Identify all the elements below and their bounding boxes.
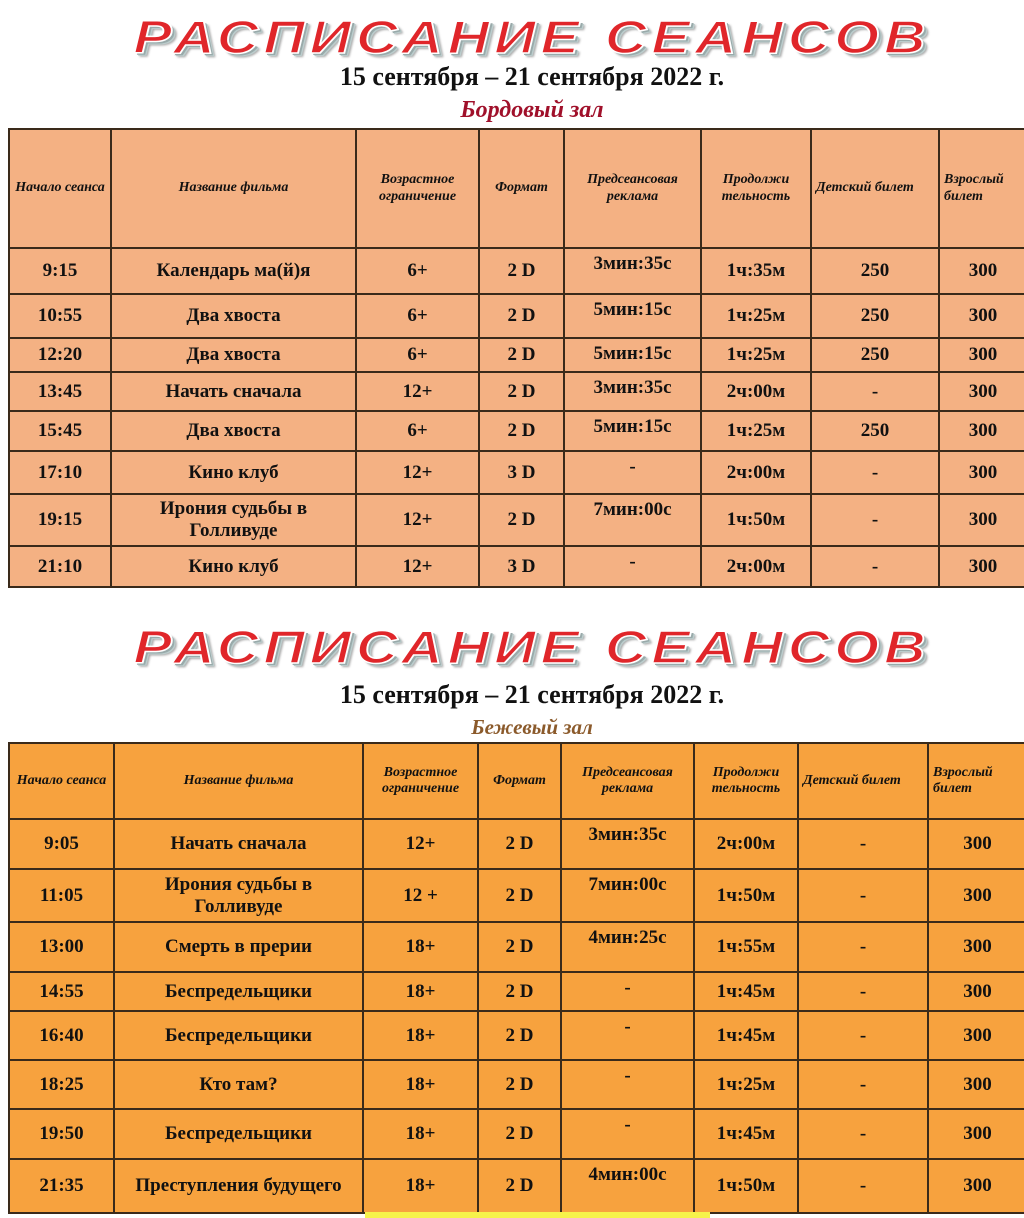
format: 2 D [478, 972, 561, 1011]
start-time: 13:45 [9, 372, 111, 411]
child-price: - [798, 972, 928, 1011]
column-header: Взрослый билет [928, 743, 1024, 819]
film-title: Два хвоста [111, 294, 356, 338]
age-rating: 12+ [356, 494, 479, 546]
pre-show-ads: - [561, 1060, 694, 1109]
pre-show-ads: 3мин:35с [564, 372, 701, 411]
age-rating: 12+ [356, 451, 479, 494]
start-time: 9:05 [9, 819, 114, 869]
column-header: Формат [478, 743, 561, 819]
format: 2 D [478, 1060, 561, 1109]
age-rating: 12+ [356, 546, 479, 587]
format: 2 D [478, 819, 561, 869]
table-row [9, 972, 1024, 1011]
schedule-table-bordo [8, 128, 1024, 588]
start-time: 12:20 [9, 338, 111, 372]
column-header: Детский билет [798, 743, 928, 819]
pre-show-ads: 5мин:15с [564, 338, 701, 372]
child-price: - [811, 546, 939, 587]
adult-price: 300 [939, 494, 1024, 546]
duration: 1ч:45м [694, 972, 798, 1011]
child-price: - [798, 1159, 928, 1213]
start-time: 11:05 [9, 869, 114, 922]
age-rating: 6+ [356, 338, 479, 372]
adult-price: 300 [939, 338, 1024, 372]
table-row [9, 819, 1024, 869]
child-price: - [798, 922, 928, 972]
column-header: Продолжи тельность [694, 743, 798, 819]
pre-show-ads: - [561, 1011, 694, 1060]
pre-show-ads: - [561, 972, 694, 1011]
table-row [9, 922, 1024, 972]
child-price: 250 [811, 248, 939, 294]
start-time: 17:10 [9, 451, 111, 494]
column-header: Название фильма [114, 743, 363, 819]
hall-name-2: Бежевый зал [471, 715, 593, 739]
duration: 1ч:50м [694, 869, 798, 922]
adult-price: 300 [928, 869, 1024, 922]
column-header: Предсеансовая реклама [561, 743, 694, 819]
column-header: Начало сеанса [9, 743, 114, 819]
table-row [9, 411, 1024, 451]
format: 3 D [479, 546, 564, 587]
adult-price: 300 [928, 1011, 1024, 1060]
film-title: Беспредельщики [114, 972, 363, 1011]
pre-show-ads: - [564, 451, 701, 494]
film-title: Беспредельщики [114, 1109, 363, 1159]
format: 3 D [479, 451, 564, 494]
age-rating: 18+ [363, 1159, 478, 1213]
table-row [9, 1159, 1024, 1213]
header-row [9, 743, 1024, 819]
age-rating: 12+ [363, 819, 478, 869]
date-range-1: 15 сентября – 21 сентября 2022 г. [339, 62, 725, 91]
format: 2 D [478, 1159, 561, 1213]
table-row [9, 372, 1024, 411]
duration: 1ч:45м [694, 1011, 798, 1060]
duration: 2ч:00м [701, 451, 811, 494]
start-time: 9:15 [9, 248, 111, 294]
film-title: Два хвоста [111, 411, 356, 451]
table-row [9, 294, 1024, 338]
age-rating: 12 + [363, 869, 478, 922]
schedule-title-2: РАСПИСАНИЕ СЕАНСОВ [133, 621, 931, 673]
pre-show-ads: - [564, 546, 701, 587]
pre-show-ads: 4мин:25с [561, 922, 694, 972]
start-time: 19:50 [9, 1109, 114, 1159]
pre-show-ads: 4мин:00с [561, 1159, 694, 1213]
child-price: 250 [811, 338, 939, 372]
age-rating: 12+ [356, 372, 479, 411]
format: 2 D [479, 294, 564, 338]
child-price: - [811, 451, 939, 494]
duration: 2ч:00м [701, 372, 811, 411]
adult-price: 300 [928, 1060, 1024, 1109]
pre-show-ads: 7мин:00с [564, 494, 701, 546]
start-time: 14:55 [9, 972, 114, 1011]
age-rating: 6+ [356, 294, 479, 338]
duration: 1ч:25м [701, 294, 811, 338]
age-rating: 18+ [363, 972, 478, 1011]
age-rating: 18+ [363, 1109, 478, 1159]
column-header: Детский билет [811, 129, 939, 248]
pre-show-ads: 7мин:00с [561, 869, 694, 922]
duration: 1ч:35м [701, 248, 811, 294]
adult-price: 300 [939, 451, 1024, 494]
child-price: - [798, 1060, 928, 1109]
duration: 1ч:50м [701, 494, 811, 546]
start-time: 16:40 [9, 1011, 114, 1060]
pre-show-ads: 3мин:35с [564, 248, 701, 294]
adult-price: 300 [928, 922, 1024, 972]
film-title: Смерть в прерии [114, 922, 363, 972]
duration: 1ч:55м [694, 922, 798, 972]
table-row [9, 1060, 1024, 1109]
column-header: Формат [479, 129, 564, 248]
child-price: - [811, 494, 939, 546]
format: 2 D [478, 922, 561, 972]
adult-price: 300 [928, 819, 1024, 869]
format: 2 D [479, 494, 564, 546]
duration: 2ч:00м [694, 819, 798, 869]
film-title: Начать сначала [111, 372, 356, 411]
age-rating: 6+ [356, 248, 479, 294]
age-rating: 18+ [363, 1060, 478, 1109]
film-title: Ирония судьбы в Голливуде [114, 869, 363, 922]
format: 2 D [479, 411, 564, 451]
adult-price: 300 [939, 248, 1024, 294]
start-time: 21:35 [9, 1159, 114, 1213]
child-price: 250 [811, 294, 939, 338]
column-header: Продолжи тельность [701, 129, 811, 248]
adult-price: 300 [928, 1159, 1024, 1213]
film-title: Кто там? [114, 1060, 363, 1109]
table-row [9, 338, 1024, 372]
duration: 1ч:25м [694, 1060, 798, 1109]
format: 2 D [479, 248, 564, 294]
column-header: Предсеансовая реклама [564, 129, 701, 248]
child-price: - [798, 1109, 928, 1159]
table-row [9, 546, 1024, 587]
column-header: Возрастное ограничение [363, 743, 478, 819]
age-rating: 6+ [356, 411, 479, 451]
schedule-title-1: РАСПИСАНИЕ СЕАНСОВ [133, 11, 931, 63]
duration: 1ч:25м [701, 411, 811, 451]
column-header: Название фильма [111, 129, 356, 248]
age-rating: 18+ [363, 922, 478, 972]
format: 2 D [478, 1011, 561, 1060]
column-header: Взрослый билет [939, 129, 1024, 248]
start-time: 21:10 [9, 546, 111, 587]
duration: 1ч:25м [701, 338, 811, 372]
pre-show-ads: 5мин:15с [564, 294, 701, 338]
format: 2 D [478, 869, 561, 922]
adult-price: 300 [928, 1109, 1024, 1159]
column-header: Возрастное ограничение [356, 129, 479, 248]
column-header: Начало сеанса [9, 129, 111, 248]
film-title: Два хвоста [111, 338, 356, 372]
start-time: 10:55 [9, 294, 111, 338]
adult-price: 300 [939, 411, 1024, 451]
child-price: - [798, 1011, 928, 1060]
pre-show-ads: - [561, 1109, 694, 1159]
film-title: Ирония судьбы в Голливуде [111, 494, 356, 546]
start-time: 18:25 [9, 1060, 114, 1109]
adult-price: 300 [939, 294, 1024, 338]
table-row [9, 451, 1024, 494]
adult-price: 300 [939, 546, 1024, 587]
duration: 2ч:00м [701, 546, 811, 587]
start-time: 19:15 [9, 494, 111, 546]
date-range-2: 15 сентября – 21 сентября 2022 г. [339, 680, 725, 709]
child-price: - [798, 869, 928, 922]
table-row [9, 869, 1024, 922]
child-price: - [798, 819, 928, 869]
child-price: - [811, 372, 939, 411]
table-row [9, 494, 1024, 546]
film-title: Кино клуб [111, 546, 356, 587]
hall-name-1: Бордовый зал [460, 97, 604, 123]
format: 2 D [478, 1109, 561, 1159]
header-row [9, 129, 1024, 248]
age-rating: 18+ [363, 1011, 478, 1060]
adult-price: 300 [928, 972, 1024, 1011]
pre-show-ads: 5мин:15с [564, 411, 701, 451]
format: 2 D [479, 338, 564, 372]
yellow-note-strip [365, 1212, 710, 1218]
table-row [9, 1011, 1024, 1060]
film-title: Беспредельщики [114, 1011, 363, 1060]
format: 2 D [479, 372, 564, 411]
film-title: Календарь ма(й)я [111, 248, 356, 294]
duration: 1ч:50м [694, 1159, 798, 1213]
start-time: 13:00 [9, 922, 114, 972]
start-time: 15:45 [9, 411, 111, 451]
schedule-table-beige [8, 742, 1024, 1214]
film-title: Кино клуб [111, 451, 356, 494]
table-row [9, 248, 1024, 294]
child-price: 250 [811, 411, 939, 451]
film-title: Начать сначала [114, 819, 363, 869]
table-row [9, 1109, 1024, 1159]
film-title: Преступления будущего [114, 1159, 363, 1213]
duration: 1ч:45м [694, 1109, 798, 1159]
pre-show-ads: 3мин:35с [561, 819, 694, 869]
adult-price: 300 [939, 372, 1024, 411]
